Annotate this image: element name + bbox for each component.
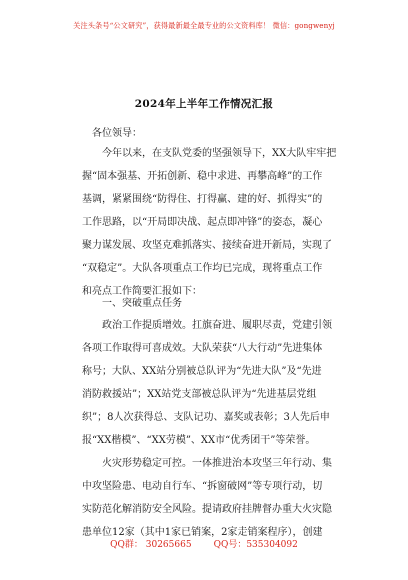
paragraph-line: 聚力谋发展、攻坚克难抓落实、接续奋进开新局，实现了 [82, 240, 332, 251]
paragraph-line: “双稳定”。大队各项重点工作均已完成，现将重点工作 [82, 263, 323, 274]
paragraph-line: 消防救援站”；XX站党支部被总队评为“先进基层党组 [82, 389, 317, 400]
qq-group-number: QQ群： 30265665 [110, 540, 192, 550]
paragraph-line: 基调，紧紧围绕“防得住、打得赢、建的好、抓得实”的 [82, 194, 323, 205]
paragraph-line: 织”；8人次获得总、支队记功、嘉奖或表彰；3人先后申 [82, 412, 330, 423]
paragraph-line: 实防范化解消防安全风险。提请政府挂牌督办重大火灾隐 [82, 504, 332, 515]
section-heading: 一、突破重点任务 [102, 298, 182, 309]
paragraph-line: 工作思路，以“开局即决战、起点即冲锋”的姿态，凝心 [82, 217, 323, 228]
paragraph-line: 报“XX楷模”、“XX劳模”、XX市“优秀团干”等荣誉。 [82, 435, 316, 446]
document-title: 2024年上半年工作情况汇报 [134, 98, 274, 110]
footer-contact [0, 537, 408, 550]
qq-number: QQ号：535304092 [213, 540, 298, 550]
paragraph-political-work [82, 314, 344, 452]
header-banner: 关注头条号“公文研究”，获得最新最全最专业的公文资料库！ 微信：gongwenyj [73, 21, 335, 30]
paragraph-line: 握“固本强基、开拓创新、稳中求进、再攀高峰”的工作 [82, 171, 323, 182]
paragraph-line: 火灾形势稳定可控。一体推进治本攻坚三年行动、集 [102, 458, 332, 469]
paragraph-line: 和亮点工作简要汇报如下： [82, 286, 202, 297]
paragraph-line: 称号；大队、XX站分别被总队评为“先进大队”及“先进 [82, 366, 322, 377]
paragraph-line: 政治工作提质增效。扛旗奋进、履职尽责，党建引领 [102, 320, 332, 331]
paragraph-line: 各项工作取得可喜成效。大队荣获“八大行动”先进集体 [82, 343, 323, 354]
paragraph-line: 中攻坚险患、电动自行车、“拆窗破网”等专项行动，切 [82, 481, 323, 492]
paragraph-intro [82, 142, 344, 303]
salutation: 各位领导： [92, 128, 142, 139]
paragraph-fire-situation [82, 452, 344, 544]
paragraph-line: 今年以来，在支队党委的坚强领导下，XX大队牢牢把 [102, 148, 337, 159]
paragraph-line: 患单位12家（其中1家已销案，2家走销案程序），创建 [82, 527, 323, 538]
